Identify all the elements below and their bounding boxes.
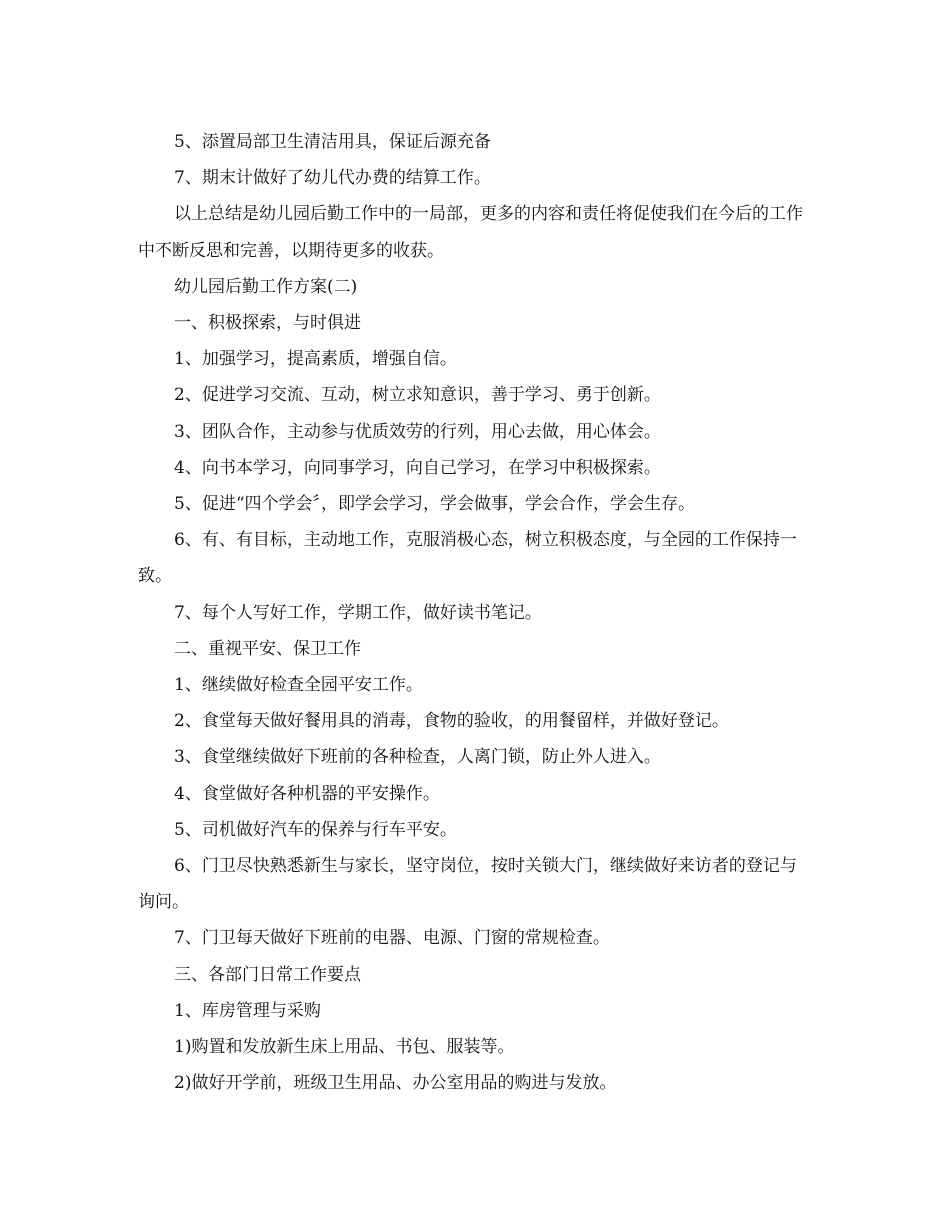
list-item: 7、门卫每天做好下班前的电器、电源、门窗的常规检查。 [174, 928, 610, 949]
list-item: 5、司机做好汽车的保养与行车平安。 [174, 819, 457, 840]
list-item: 5、促进“四个学会〞，即学会学习，学会做事，学会合作，学会生存。 [174, 494, 696, 515]
section-heading: 一、积极探索，与时俱进 [174, 313, 361, 334]
list-item: 6、有、有目标，主动地工作，克服消极心态，树立积极态度，与全园的工作保持一致。 [138, 530, 797, 587]
section-heading: 二、重视平安、保卫工作 [174, 638, 361, 659]
list-item: 1、加强学习，提高素质，增强自信。 [174, 349, 457, 370]
paragraph: 以上总结是幼儿园后勤工作中的一局部，更多的内容和责任将促使我们在今后的工作中不断反思和完善，以期待更多的收获。 [138, 204, 803, 261]
list-item: 1)购置和发放新生床上用品、书包、服装等。 [174, 1037, 515, 1058]
list-item: 7、每个人写好工作，学期工作，做好读书笔记。 [174, 602, 542, 623]
list-item: 2、促进学习交流、互动，树立求知意识，善于学习、勇于创新。 [174, 385, 661, 406]
list-item: 4、食堂做好各种机器的平安操作。 [174, 783, 440, 804]
list-item: 6、门卫尽快熟悉新生与家长，坚守岗位，按时关锁大门，继续做好来访者的登记与询问。 [138, 856, 797, 913]
list-item: 1、继续做好检查全园平安工作。 [174, 675, 423, 696]
list-item: 3、团队合作，主动参与优质效劳的行列，用心去做，用心体会。 [174, 421, 661, 442]
list-item: 3、食堂继续做好下班前的各种检查，人离门锁，防止外人进入。 [174, 747, 661, 768]
subsection-heading: 1、库房管理与采购 [174, 1000, 321, 1021]
document-body [138, 124, 810, 1101]
list-item: 2)做好开学前，班级卫生用品、办公室用品的购进与发放。 [174, 1073, 617, 1094]
paragraph: 7、期末计做好了幼儿代办费的结算工作。 [174, 168, 491, 189]
section-title: 幼儿园后勤工作方案(二) [174, 276, 358, 297]
list-item: 4、向书本学习，向同事学习，向自己学习，在学习中积极探索。 [174, 457, 661, 478]
list-item: 2、食堂每天做好餐用具的消毒，食物的验收，的用餐留样，并做好登记。 [174, 711, 729, 732]
paragraph: 5、添置局部卫生清洁用具，保证后源充备 [174, 132, 491, 152]
section-heading: 三、各部门日常工作要点 [174, 964, 361, 985]
